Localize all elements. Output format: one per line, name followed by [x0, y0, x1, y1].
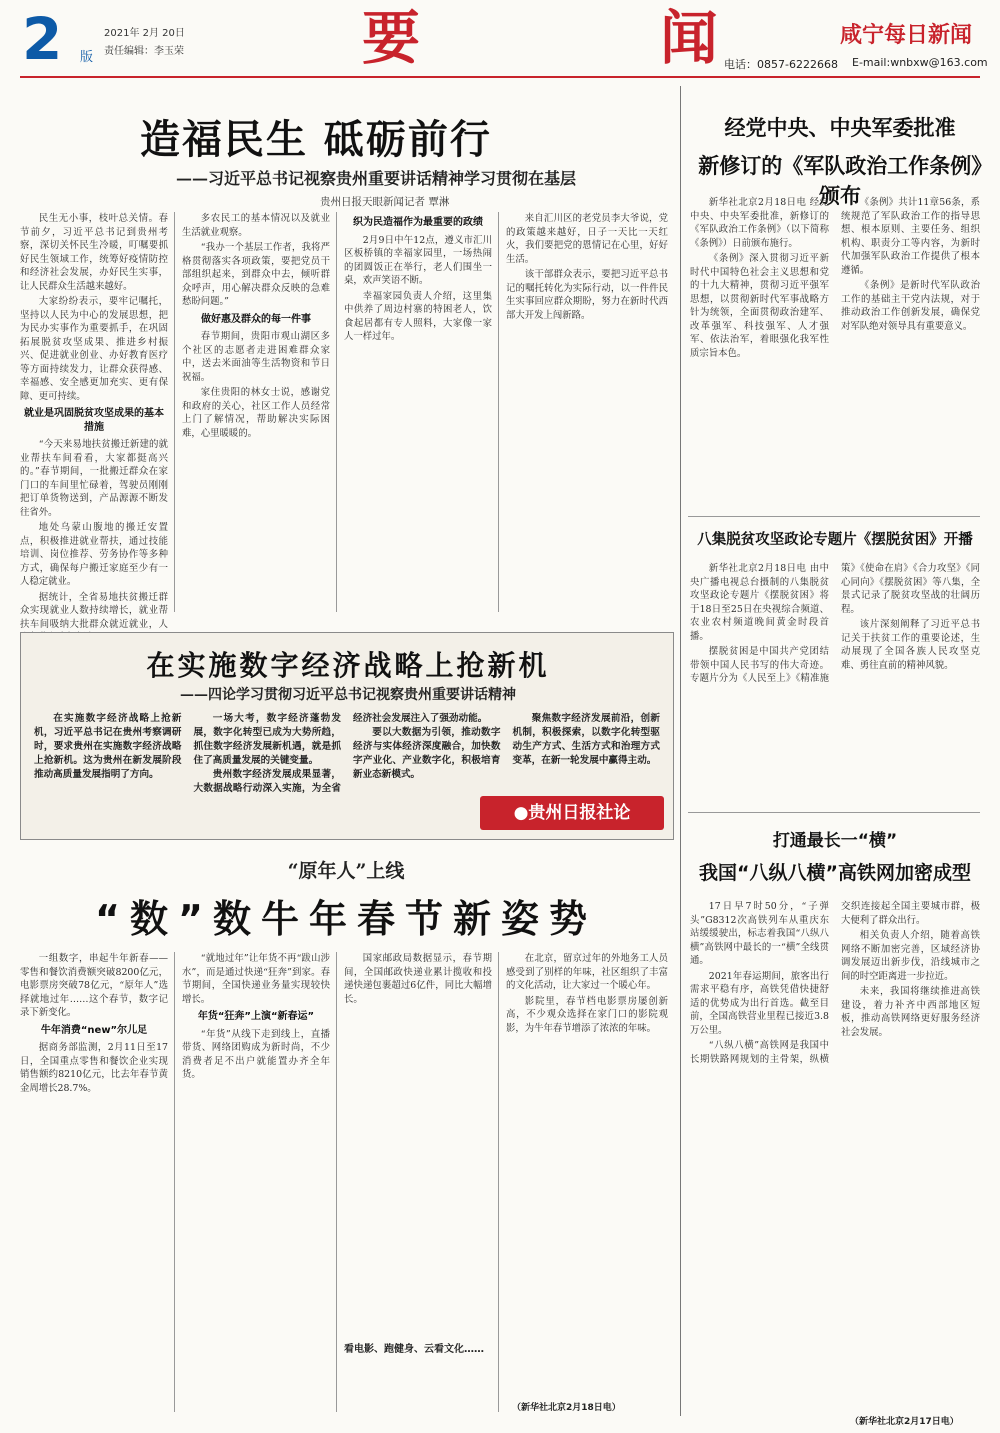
- highway-body: [690, 900, 980, 1410]
- film-paragraph: 新华社北京2月18日电 由中央广播电视总台摄制的八集脱贫攻坚政论专题片《摆脱贫困》将于18日至25日在央视综合频道、农业农村频道晚间黄金时段首播。: [690, 563, 829, 642]
- spring-paragraph: “就地过年”让年货不再“跋山涉水”，而是通过快递“狂奔”到家。春节期间，全国快递业务量实现较快增长。: [182, 953, 330, 1005]
- spring-title: “数”数牛年春节新姿势: [95, 897, 597, 941]
- lead-subtitle: ——习近平总书记视察贵州重要讲话精神学习贯彻在基层: [176, 169, 577, 188]
- highway-paragraph: 未来，我国将继续推进高铁建设，着力补齐中西部地区短板，推动高铁网络更好服务经济社会发展。: [841, 986, 980, 1038]
- lead-column-1: [20, 212, 168, 630]
- regulation-paragraph: 《条例》是新时代军队政治工作的基础主干党内法规，对于推动政治工作创新发展，确保党对军队绝对领导具有重要意义。: [841, 280, 980, 332]
- editorial-paragraph: 一场大考，数字经济蓬勃发展，数字化转型已成为大势所趋，抓住数字经济发展新机遇，就是抓住了高质量发展的关键变量。: [193, 713, 341, 766]
- lead-paragraph: 地处乌蒙山腹地的搬迁安置点，积极推进就业帮扶，通过技能培训、岗位推荐、劳务协作等多种方式，确保每户搬迁家庭至少有一人稳定就业。: [20, 522, 168, 587]
- editorial-paragraph: 在实施数字经济战略上抢新机，习近平总书记在贵州考察调研时，要求贵州在实施数字经济战略上抢新机。这为贵州在新发展阶段推动高质量发展指明了方向。: [34, 713, 182, 780]
- highway-paragraph: 17日早7时50分，“子弹头”G8312次高铁列车从重庆东站缓缓驶出，标志着我国“八纵八横”高铁网中最长的一“横”全线贯通。: [690, 901, 829, 966]
- spring-column-4: [506, 952, 668, 1392]
- spring-paragraph: 国家邮政局数据显示，春节期间，全国邮政快递业累计揽收和投递快递包裹超过6亿件，同比大幅增长。: [344, 953, 492, 1005]
- editorial-paragraph: 贵州数字经济发展成果显著，大数据战略行动深入实施，为全省经济社会发展注入了强劲动能。: [193, 713, 488, 794]
- column-divider: [336, 952, 337, 1412]
- lead-paragraph: “今天来易地扶贫搬迁新建的就业帮扶车间看看，大家都挺高兴的。”春节期间，一批搬迁群众在家门口的车间里忙碌着，驾驶员刚刚把订单货物送到，产品源源不断发往省外。: [20, 439, 168, 518]
- highway-dateline: （新华社北京2月17日电）: [850, 1417, 959, 1427]
- section-divider: [688, 516, 980, 517]
- column-divider: [174, 952, 175, 1412]
- regulation-title-2: 新修订的《军队政治工作条例》颁布: [698, 154, 982, 208]
- spring-paragraph: 一组数字，串起牛年新春——零售和餐饮消费额突破8200亿元，电影票房突破78亿元，“原年人”选择就地过年……这个春节，数字记录下新变化。: [20, 953, 168, 1018]
- lead-paragraph: 大家纷纷表示，要牢记嘱托，坚持以人民为中心的发展思想，把为民办实事作为重要抓手，在巩固拓展脱贫攻坚成果、推进乡村振兴、促进就业创业、办好教育医疗等方面持续发力，让群众获得感、幸福感、安全感更加充实、更有保障、更可持续。: [20, 296, 168, 402]
- lead-subhead-1: 就业是巩固脱贫攻坚成果的基本措施: [24, 408, 164, 433]
- main-divider: [680, 86, 681, 1416]
- lead-paragraph: 该干部群众表示，要把习近平总书记的嘱托转化为实际行动，以一件件民生实事回应群众期盼，努力在新时代西部大开发上闯新路。: [506, 269, 668, 321]
- editorial-paragraph: 聚焦数字经济发展前沿，创新机制，积极探索，以数字化转型驱动生产方式、生活方式和治理方式变革，在新一轮发展中赢得主动。: [512, 713, 660, 766]
- section-title: [362, 4, 722, 72]
- section-title-char-2: 闻: [659, 4, 722, 72]
- editorial-paragraph: 要以大数据为引领，推动数字经济与实体经济深度融合，加快数字产业化、产业数字化，积极培育新业态新模式。: [353, 727, 501, 780]
- editorial-seal: ●贵州日报社论: [480, 796, 664, 830]
- spring-paragraph: 据商务部监测，2月11日至17日，全国重点零售和餐饮企业实现销售额约8210亿元，比去年春节黄金周增长28.7%。: [20, 1042, 168, 1094]
- paper-name: 咸宁每日新闻: [839, 22, 972, 48]
- lead-paragraph: “我办一个基层工作者，我将严格贯彻落实各项政策，要把党员干部组织起来，到群众中去，倾听群众呼声，用心解决群众反映的急难愁盼问题。”: [182, 242, 330, 307]
- contact-phone: 电话：0857-6222668: [724, 58, 838, 71]
- section-title-char-1: 要: [362, 4, 425, 72]
- lead-subhead-3: 织为民造福作为最重要的政绩: [353, 217, 483, 228]
- film-paragraph: 该片深刻阐释了习近平总书记关于扶贫工作的重要论述，生动展现了全国各族人民攻坚克难、勇往直前的精神风貌。: [841, 619, 980, 671]
- highway-title-1: 打通最长一“横”: [772, 831, 898, 851]
- spring-subhead-2: 年货“狂奔”上演“新春运”: [197, 1011, 315, 1022]
- lead-title: 造福民生 砥砺前行: [140, 117, 492, 163]
- spring-kicker: “原年人”上线: [287, 860, 405, 882]
- regulation-paragraph: 《条例》共计11章56条，系统规范了军队政治工作的指导思想、根本原则、主要任务、组织机构、职责分工等内容，为新时代加强军队政治工作提供了根本遵循。: [841, 197, 980, 276]
- lead-column-2: [182, 212, 330, 612]
- film-paragraph: 摆脱贫困是中国共产党团结带领中国人民书写的伟大奇迹。专题片分为《人民至上》《精准施策》《使命在肩》《合力攻坚》《同心同向》《摆脱贫困》等八集，全景式记录了脱贫攻坚战的壮阔历程。: [690, 563, 980, 684]
- highway-title-2: 我国“八纵八横”高铁网加密成型: [699, 862, 971, 884]
- lead-paragraph: 春节期间，贵阳市观山湖区多个社区的志愿者走进困难群众家中，送去米面油等生活物资和节日祝福。: [182, 331, 330, 383]
- column-divider: [336, 212, 337, 612]
- spring-column-2: [182, 952, 330, 1412]
- column-divider: [498, 952, 499, 1412]
- highway-paragraph: 2021年春运期间，旅客出行需求平稳有序，高铁凭借快捷舒适的优势成为出行首选。截至目前，全国高铁营业里程已接近3.8万公里。: [690, 970, 829, 1036]
- lead-paragraph: 2月9日中午12点，遵义市汇川区板桥镇的幸福家园里，一场热闹的团圆饭正在举行，老人们围坐一桌，欢声笑语不断。: [344, 234, 492, 286]
- section-divider: [688, 812, 980, 813]
- masthead-rule: [20, 76, 980, 78]
- page-suffix: 版: [80, 50, 94, 65]
- lead-subhead-2: 做好惠及群众的每一件事: [201, 313, 311, 325]
- regulation-paragraph: 《条例》深入贯彻习近平新时代中国特色社会主义思想和党的十九大精神，贯彻习近平强军思想，以贯彻新时代军事战略方针为统领，全面贯彻政治建军、改革强军、科技强军、人才强军、依法治军，着眼强化我军性质宗旨本色。: [690, 253, 829, 359]
- lead-paragraph: 多农民工的基本情况以及就业生活就业观察。: [182, 213, 330, 238]
- spring-paragraph: “年货”从线下走到线上，直播带货、网络团购成为新时尚，不少消费者足不出户就能置办齐全年货。: [182, 1028, 330, 1080]
- editorial-subtitle: ——四论学习贯彻习近平总书记视察贵州重要讲话精神: [180, 687, 516, 703]
- contact-email: E-mail:wnbxw@163.com: [852, 56, 988, 69]
- lead-paragraph: 民生无小事，枝叶总关情。春节前夕，习近平总书记到贵州考察，深切关怀民生冷暖，叮嘱要抓好民生领域工作，统筹好疫情防控和经济社会发展，办好民生实事，让人民群众生活越来越好。: [20, 213, 168, 292]
- spring-column-3: [344, 952, 492, 1332]
- regulation-paragraph: 新华社北京2月18日电 经党中央、中央军委批准，新修订的《军队政治工作条例》（以下简称《条例》）日前颁布施行。: [690, 197, 829, 249]
- regulation-title-1: 经党中央、中央军委批准: [724, 116, 956, 140]
- film-body: [690, 562, 980, 808]
- spring-subhead-1: 牛年消费“new”尔儿足: [40, 1024, 148, 1036]
- column-divider: [174, 212, 175, 612]
- lead-paragraph: 据统计，全省易地扶贫搬迁群众实现就业人数持续增长，就业帮扶车间吸纳大批群众就近就业，人: [20, 591, 168, 630]
- column-divider: [498, 212, 499, 612]
- spring-photo-caption: 看电影、跑健身、云看文化……: [344, 1344, 484, 1355]
- lead-column-3: [344, 212, 492, 612]
- highway-paragraph: “八纵八横”高铁网是我国中长期铁路网规划的主骨架，纵横交织连接起全国主要城市群，极大便利了群众出行。: [690, 901, 980, 1065]
- film-title: 八集脱贫攻坚政论专题片《摆脱贫困》开播: [697, 532, 973, 548]
- spring-dateline: （新华社北京2月18日电）: [512, 1403, 621, 1413]
- editorial-title: 在实施数字经济战略上抢新机: [146, 649, 550, 682]
- regulation-body: [690, 196, 980, 516]
- page-number: 2: [22, 5, 63, 73]
- issue-date: 2021年 2月 20日: [104, 28, 185, 39]
- lead-column-4: [506, 212, 668, 612]
- lead-paragraph: 来自汇川区的老党员李大爷说，党的政策越来越好，日子一天比一天红火，我们要把党的恩情记在心里，好好生活。: [506, 213, 668, 265]
- lead-byline: 贵州日报天眼新闻记者 覃淋: [320, 196, 450, 208]
- spring-paragraph: 影院里，春节档电影票房屡创新高，不少观众选择在家门口的影院观影，为牛年春节增添了浓浓的年味。: [506, 995, 668, 1034]
- lead-paragraph: 幸福家园负责人介绍，这里集中供养了周边村寨的特困老人，饮食起居都有专人照料，大家像一家人一样过年。: [344, 290, 492, 342]
- spring-column-1: [20, 952, 168, 1412]
- lead-paragraph: 家住贵阳的林女士说，感谢党和政府的关心，社区工作人员经常上门了解情况，帮助解决实际困难，心里暖暖的。: [182, 387, 330, 439]
- spring-paragraph: 在北京，留京过年的外地务工人员感受到了别样的年味，社区组织了丰富的文化活动，让大家过一个暖心年。: [506, 953, 668, 991]
- highway-paragraph: 相关负责人介绍，随着高铁网络不断加密完善，区域经济协调发展迈出新步伐，沿线城市之间的时空距离进一步拉近。: [841, 930, 980, 982]
- editor-credit: 责任编辑：李玉荣: [104, 46, 184, 57]
